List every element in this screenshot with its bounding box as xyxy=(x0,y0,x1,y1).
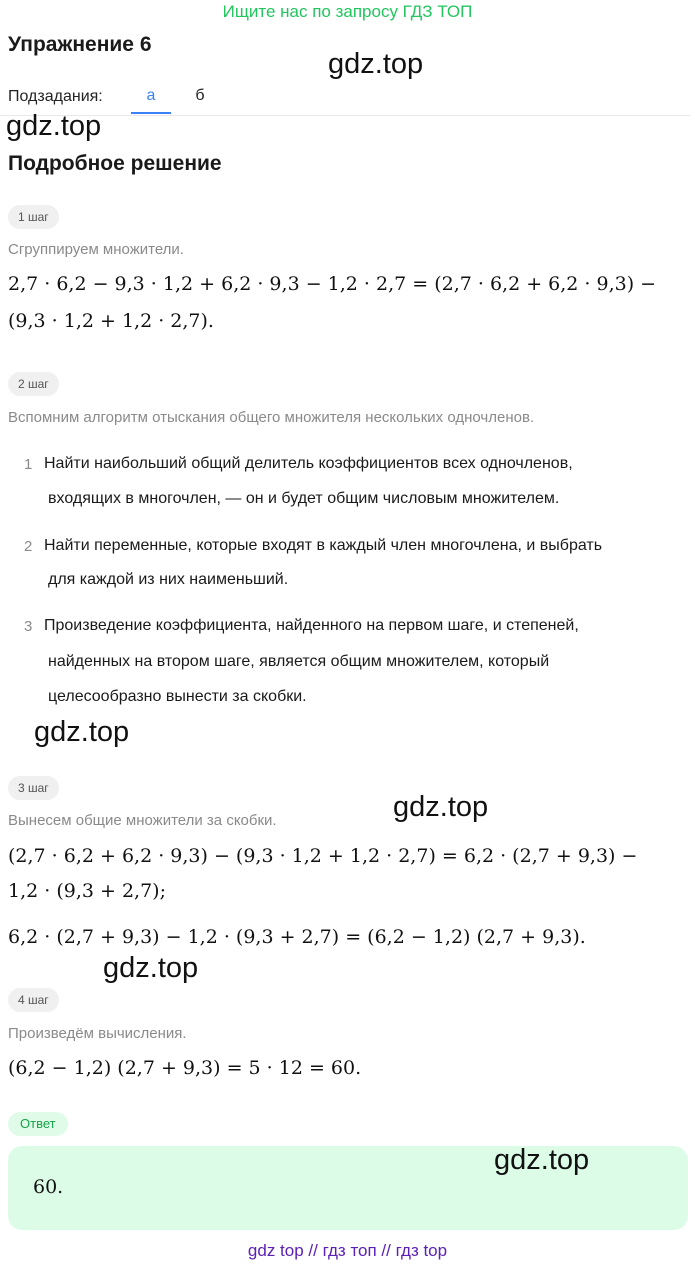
math-line: 1,2 · (9,3 + 2,7); xyxy=(8,880,166,902)
list-item-number: 3 xyxy=(24,618,33,635)
math-line: (9,3 · 1,2 + 1,2 · 2,7). xyxy=(8,310,214,332)
math-line: (6,2 − 1,2) (2,7 + 9,3) = 5 · 12 = 60. xyxy=(8,1057,362,1079)
list-item-text: Найти переменные, которые входят в каждый член многочлена, и выбрать xyxy=(44,537,603,554)
watermark: gdz.top xyxy=(393,791,489,823)
math-line: 2,7 · 6,2 − 9,3 · 1,2 + 6,2 · 9,3 − 1,2 · 2,7 = (2,7 · 6,2 + 6,2 · 9,3) − xyxy=(8,273,657,295)
footer-links[interactable]: gdz top // гдз топ // гдз top xyxy=(247,1241,448,1260)
step-badge: 3 шаг xyxy=(8,776,59,800)
step-note: Вспомним алгоритм отыскания общего множителя нескольких одночленов. xyxy=(8,409,535,426)
list-item-text: Произведение коэффициента, найденного на первом шаге, и степеней, xyxy=(44,617,579,634)
list-item-number: 1 xyxy=(24,456,33,473)
step-badge: 2 шаг xyxy=(8,372,59,396)
page-title: Упражнение 6 xyxy=(8,33,152,56)
tab-subtask-b[interactable]: б xyxy=(195,87,205,104)
math-line: 6,2 · (2,7 + 9,3) − 1,2 · (9,3 + 2,7) = (6,2 − 1,2) (2,7 + 9,3). xyxy=(8,926,586,948)
list-item-number: 2 xyxy=(24,538,33,555)
watermark: gdz.top xyxy=(34,716,130,748)
answer-value: 60. xyxy=(33,1176,64,1198)
watermark: gdz.top xyxy=(494,1144,590,1176)
list-item-text: Найти наибольший общий делитель коэффициентов всех одночленов, xyxy=(44,455,573,472)
step-note: Сгруппируем множители. xyxy=(8,241,184,258)
section-title: Подробное решение xyxy=(8,152,222,175)
list-item-text: целесообразно вынести за скобки. xyxy=(48,688,307,705)
watermark: gdz.top xyxy=(6,110,102,142)
list-item-text: входящих в многочлен, — он и будет общим числовым множителем. xyxy=(48,490,560,507)
active-tab-indicator xyxy=(131,112,171,114)
step-note: Произведём вычисления. xyxy=(8,1025,187,1042)
subtasks-label: Подзадания: xyxy=(8,88,103,105)
math-line: (2,7 · 6,2 + 6,2 · 9,3) − (9,3 · 1,2 + 1,2 · 2,7) = 6,2 · (2,7 + 9,3) − xyxy=(8,845,638,867)
tab-subtask-a[interactable]: а xyxy=(146,87,156,104)
divider xyxy=(0,115,690,116)
list-item-text: для каждой из них наименьший. xyxy=(48,571,289,588)
step-note: Вынесем общие множители за скобки. xyxy=(8,812,277,829)
step-badge: 1 шаг xyxy=(8,205,59,229)
watermark: gdz.top xyxy=(103,952,199,984)
step-badge: 4 шаг xyxy=(8,988,59,1012)
list-item-text: найденных на втором шаге, является общим множителем, который xyxy=(48,653,550,670)
answer-badge: Ответ xyxy=(8,1112,68,1136)
search-hint-link[interactable]: Ищите нас по запросу ГДЗ ТОП xyxy=(222,2,473,21)
watermark: gdz.top xyxy=(328,48,424,80)
